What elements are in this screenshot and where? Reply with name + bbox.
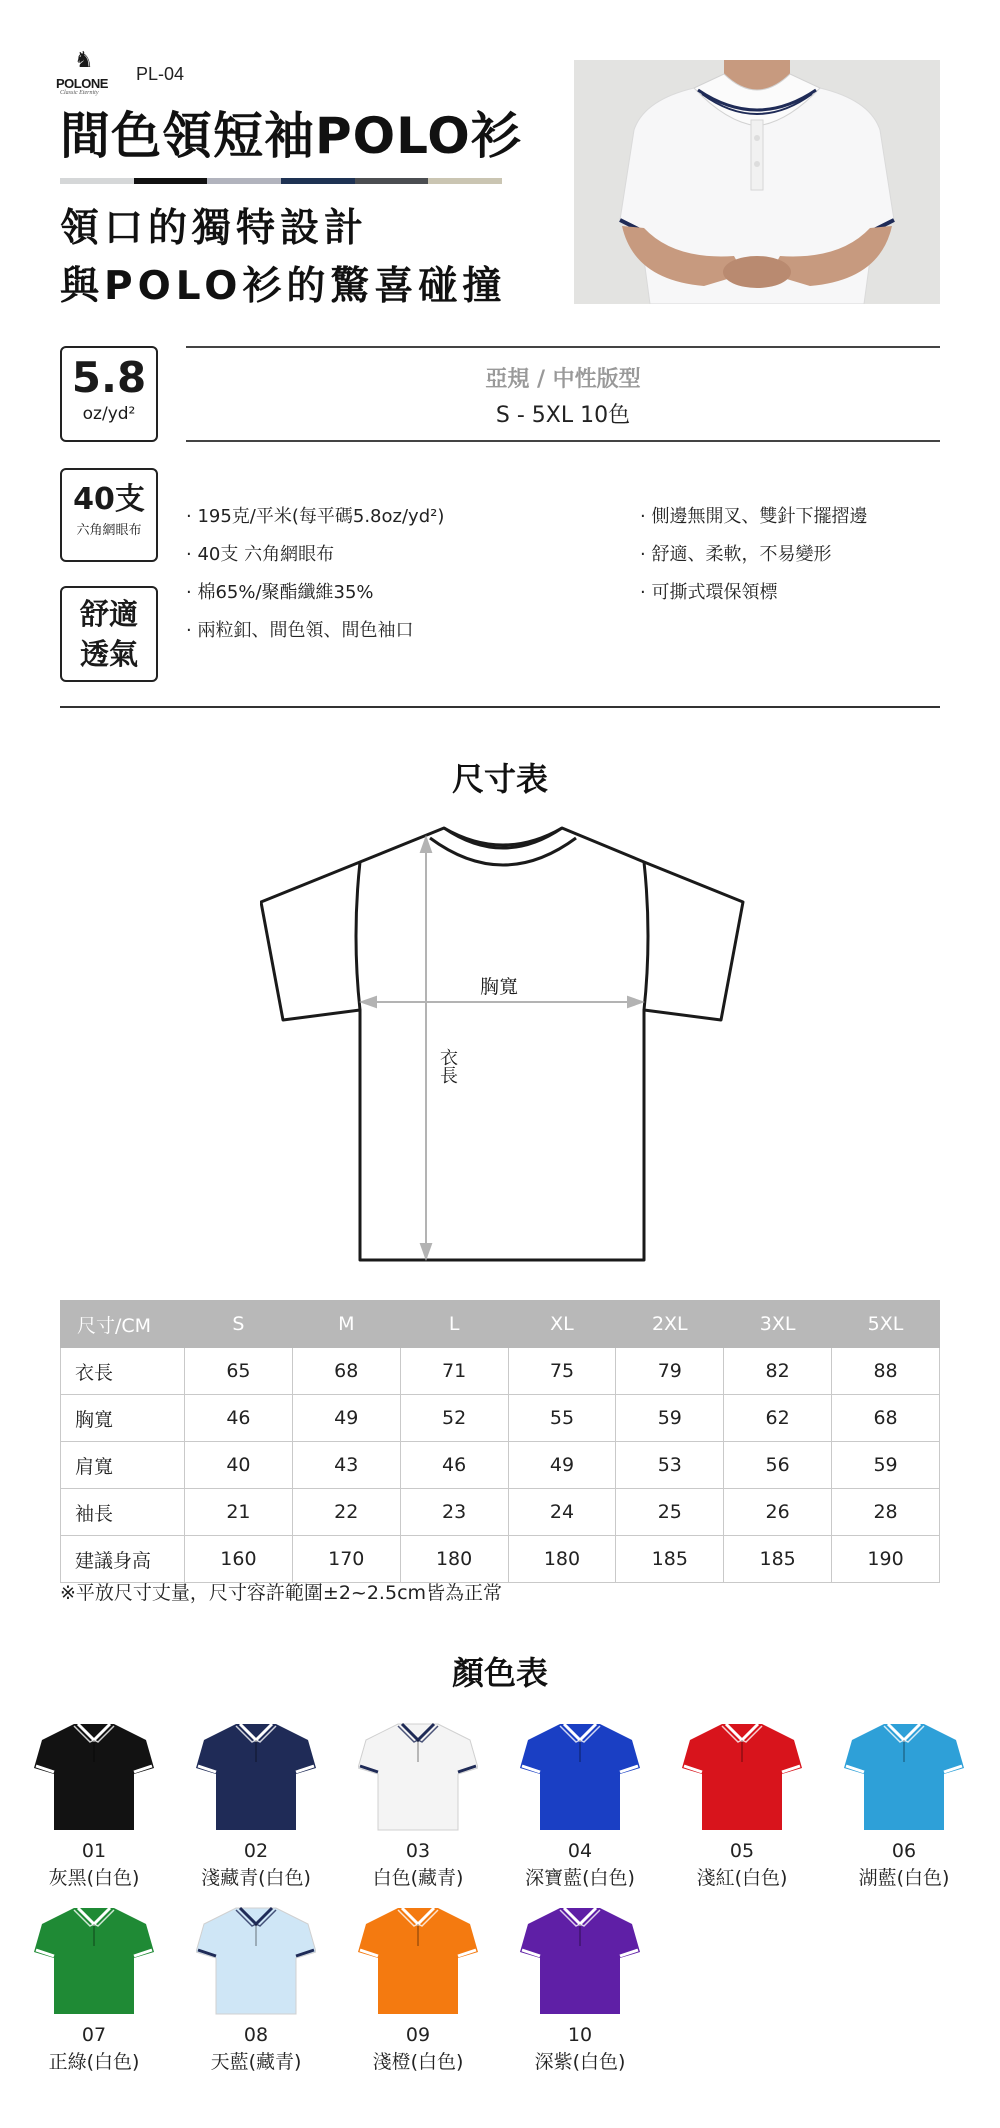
size-table-header: M <box>292 1301 400 1348</box>
color-number: 10 <box>567 2024 593 2046</box>
yarn-fabric: 六角網眼布 <box>76 523 142 538</box>
table-cell: 170 <box>292 1536 400 1583</box>
color-number: 01 <box>81 1840 107 1862</box>
color-number: 09 <box>405 2024 431 2046</box>
table-cell: 22 <box>292 1489 400 1536</box>
polo-shirt-icon <box>358 1904 478 2016</box>
product-title: 間色領短袖POLO衫 <box>60 107 522 165</box>
table-cell: 49 <box>508 1442 616 1489</box>
brand-name: POLONE <box>56 76 108 91</box>
section-divider <box>60 706 940 708</box>
color-strip-segment <box>428 178 502 184</box>
size-table-header-row <box>61 1301 940 1348</box>
table-cell: 62 <box>724 1395 832 1442</box>
table-row <box>61 1536 940 1583</box>
color-swatch <box>672 1720 812 1892</box>
table-cell: 185 <box>724 1536 832 1583</box>
color-number: 07 <box>81 2024 107 2046</box>
row-label: 肩寬 <box>61 1442 185 1489</box>
table-cell: 46 <box>185 1395 293 1442</box>
tagline <box>60 200 506 316</box>
feature-list-left <box>186 498 444 650</box>
row-label: 衣長 <box>61 1348 185 1395</box>
table-cell: 59 <box>832 1442 940 1489</box>
color-name: 灰黑(白色) <box>48 1867 140 1889</box>
brand-tagline: Classic Eternity <box>60 90 99 96</box>
table-cell: 28 <box>832 1489 940 1536</box>
color-name: 淺紅(白色) <box>696 1867 788 1889</box>
feature-item: · 可撕式環保領標 <box>640 582 778 603</box>
table-cell: 25 <box>616 1489 724 1536</box>
table-cell: 65 <box>185 1348 293 1395</box>
color-name: 淺藏青(白色) <box>201 1867 311 1889</box>
size-table-header: 3XL <box>724 1301 832 1348</box>
polo-shirt-icon <box>520 1904 640 2016</box>
table-cell: 52 <box>400 1395 508 1442</box>
size-table-header: 5XL <box>832 1301 940 1348</box>
fit-bottom-rule <box>186 440 940 442</box>
table-cell: 55 <box>508 1395 616 1442</box>
polo-shirt-icon <box>34 1720 154 1832</box>
color-swatch <box>834 1720 974 1892</box>
brand-logo <box>56 50 116 98</box>
feature-item: · 棉65%/聚酯纖維35% <box>186 582 374 603</box>
size-table-header: S <box>185 1301 293 1348</box>
color-name: 淺橙(白色) <box>372 2051 464 2073</box>
table-row <box>61 1348 940 1395</box>
color-number: 05 <box>729 1840 755 1862</box>
tagline-line-1: 領口的獨特設計 <box>60 206 369 251</box>
table-cell: 56 <box>724 1442 832 1489</box>
yarn-count: 40支 <box>73 482 145 517</box>
color-swatch <box>186 1904 326 2076</box>
weight-unit: oz/yd² <box>82 404 136 424</box>
polo-shirt-icon <box>844 1720 964 1832</box>
color-number: 06 <box>891 1840 917 1862</box>
color-chart-title: 顏色表 <box>451 1654 548 1692</box>
color-swatch <box>510 1904 650 2076</box>
table-cell: 21 <box>185 1489 293 1536</box>
fit-title: 亞規 / 中性版型 <box>485 367 641 392</box>
table-cell: 88 <box>832 1348 940 1395</box>
color-swatch <box>348 1904 488 2076</box>
table-cell: 160 <box>185 1536 293 1583</box>
color-name: 天藍(藏青) <box>210 2051 302 2073</box>
table-row <box>61 1395 940 1442</box>
size-table-header: 2XL <box>616 1301 724 1348</box>
table-cell: 23 <box>400 1489 508 1536</box>
table-cell: 59 <box>616 1395 724 1442</box>
table-cell: 180 <box>508 1536 616 1583</box>
polo-shirt-icon <box>520 1720 640 1832</box>
color-strip-segment <box>134 178 208 184</box>
table-cell: 49 <box>292 1395 400 1442</box>
color-number: 04 <box>567 1840 593 1862</box>
size-table-header: 尺寸/CM <box>61 1301 185 1348</box>
comfort-line-1: 舒適 <box>79 597 138 631</box>
size-table-header: XL <box>508 1301 616 1348</box>
shirt-measure-diagram <box>260 822 746 1264</box>
polo-shirt-icon <box>196 1720 316 1832</box>
polo-shirt-icon <box>34 1904 154 2016</box>
row-label: 袖長 <box>61 1489 185 1536</box>
color-swatch <box>24 1904 164 2076</box>
color-name: 深紫(白色) <box>534 2051 626 2073</box>
comfort-spec-box <box>60 586 158 682</box>
color-strip-segment <box>355 178 429 184</box>
table-cell: 68 <box>832 1395 940 1442</box>
table-cell: 185 <box>616 1536 724 1583</box>
feature-item: · 舒適、柔軟，不易變形 <box>640 544 832 565</box>
table-cell: 53 <box>616 1442 724 1489</box>
model-code: PL-04 <box>136 64 185 84</box>
diagram-length-label: 衣長 <box>437 1048 458 1084</box>
feature-list-right <box>640 498 867 612</box>
hero-model-photo <box>574 60 940 304</box>
polo-shirt-icon <box>196 1904 316 2016</box>
color-number: 08 <box>243 2024 269 2046</box>
feature-item: · 195克/平米(每平碼5.8oz/yd²) <box>186 506 445 527</box>
color-strip <box>60 178 502 184</box>
row-label: 建議身高 <box>61 1536 185 1583</box>
color-swatch <box>186 1720 326 1892</box>
size-table-header: L <box>400 1301 508 1348</box>
diagram-chest-label: 胸寬 <box>480 976 519 998</box>
weight-spec-box <box>60 346 158 442</box>
color-strip-segment <box>281 178 355 184</box>
weight-value: 5.8 <box>71 353 147 402</box>
table-cell: 71 <box>400 1348 508 1395</box>
table-cell: 82 <box>724 1348 832 1395</box>
table-cell: 26 <box>724 1489 832 1536</box>
size-table <box>60 1300 940 1583</box>
table-cell: 180 <box>400 1536 508 1583</box>
color-number: 03 <box>405 1840 431 1862</box>
table-cell: 24 <box>508 1489 616 1536</box>
brand-horse-icon: ♞ <box>74 48 94 73</box>
color-swatch <box>348 1720 488 1892</box>
fit-sizes: S - 5XL 10色 <box>495 403 631 428</box>
table-cell: 75 <box>508 1348 616 1395</box>
color-swatch <box>510 1720 650 1892</box>
table-row <box>61 1489 940 1536</box>
row-label: 胸寬 <box>61 1395 185 1442</box>
table-cell: 79 <box>616 1348 724 1395</box>
feature-item: · 側邊無開叉、雙針下擺摺邊 <box>640 506 868 527</box>
color-swatch <box>24 1720 164 1892</box>
feature-item: · 40支 六角網眼布 <box>186 544 335 565</box>
polo-shirt-icon <box>358 1720 478 1832</box>
color-name: 深寶藍(白色) <box>525 1867 635 1889</box>
color-strip-segment <box>60 178 134 184</box>
fit-top-rule <box>186 346 940 348</box>
table-cell: 46 <box>400 1442 508 1489</box>
table-cell: 40 <box>185 1442 293 1489</box>
table-cell: 68 <box>292 1348 400 1395</box>
color-name: 白色(藏青) <box>372 1867 464 1889</box>
size-chart-title: 尺寸表 <box>451 760 548 798</box>
color-name: 湖藍(白色) <box>858 1867 950 1889</box>
feature-item: · 兩粒釦、間色領、間色袖口 <box>186 620 414 641</box>
size-table-note: ※平放尺寸丈量，尺寸容許範圍±2~2.5cm皆為正常 <box>60 1582 503 1604</box>
yarn-spec-box <box>60 468 158 562</box>
comfort-line-2: 透氣 <box>79 637 138 671</box>
color-strip-segment <box>207 178 281 184</box>
table-row <box>61 1442 940 1489</box>
table-cell: 190 <box>832 1536 940 1583</box>
color-number: 02 <box>243 1840 269 1862</box>
table-cell: 43 <box>292 1442 400 1489</box>
color-name: 正綠(白色) <box>48 2051 140 2073</box>
tagline-line-2: 與POLO衫的驚喜碰撞 <box>60 264 507 309</box>
polo-shirt-icon <box>682 1720 802 1832</box>
